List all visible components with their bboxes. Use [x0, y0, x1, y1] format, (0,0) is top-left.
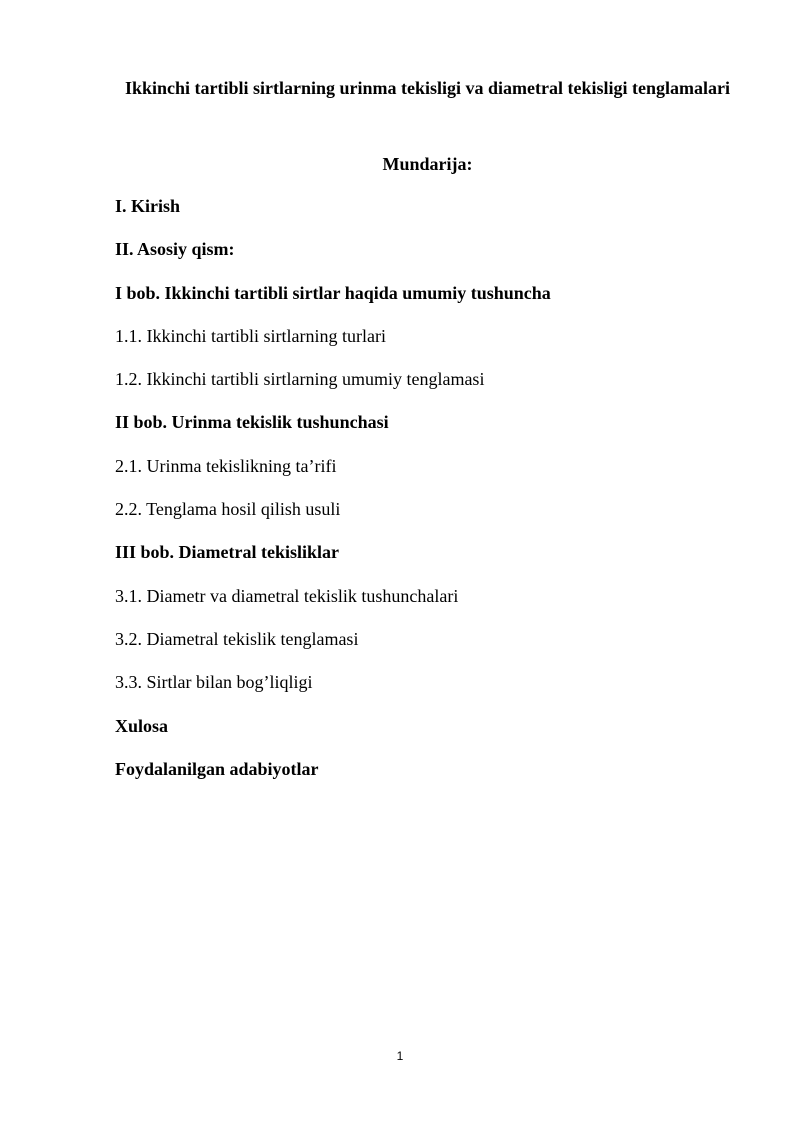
- document-title: Ikkinchi tartibli sirtlarning urinma tekisligi va diametral tekisligi tenglamalari: [124, 78, 730, 98]
- toc-item-asosiy-qism: II. Asosiy qism:: [115, 239, 235, 260]
- contents-heading: Mundarija:: [382, 154, 473, 174]
- toc-item-xulosa: Xulosa: [115, 715, 169, 736]
- toc-item-1-1: 1.1. Ikkinchi tartibli sirtlarning turlari: [115, 325, 386, 346]
- page-number: 1: [396, 1049, 404, 1063]
- toc-item-2-2: 2.2. Tenglama hosil qilish usuli: [115, 499, 341, 520]
- toc-item-chapter-3: III bob. Diametral tekisliklar: [115, 542, 340, 563]
- toc-item-adabiyotlar: Foydalanilgan adabiyotlar: [115, 758, 319, 779]
- toc-item-3-3: 3.3. Sirtlar bilan bog’liqligi: [115, 672, 313, 693]
- toc-item-1-2: 1.2. Ikkinchi tartibli sirtlarning umumiy tenglamasi: [115, 369, 485, 390]
- toc-item-chapter-2: II bob. Urinma tekislik tushunchasi: [115, 412, 389, 433]
- table-of-contents: [115, 194, 551, 800]
- toc-item-kirish: I. Kirish: [115, 196, 181, 216]
- toc-item-3-1: 3.1. Diametr va diametral tekislik tushunchalari: [115, 585, 459, 606]
- toc-item-3-2: 3.2. Diametral tekislik tenglamasi: [115, 628, 359, 649]
- toc-item-chapter-1: I bob. Ikkinchi tartibli sirtlar haqida umumiy tushuncha: [115, 282, 551, 303]
- toc-item-2-1: 2.1. Urinma tekislikning ta’rifi: [115, 455, 337, 476]
